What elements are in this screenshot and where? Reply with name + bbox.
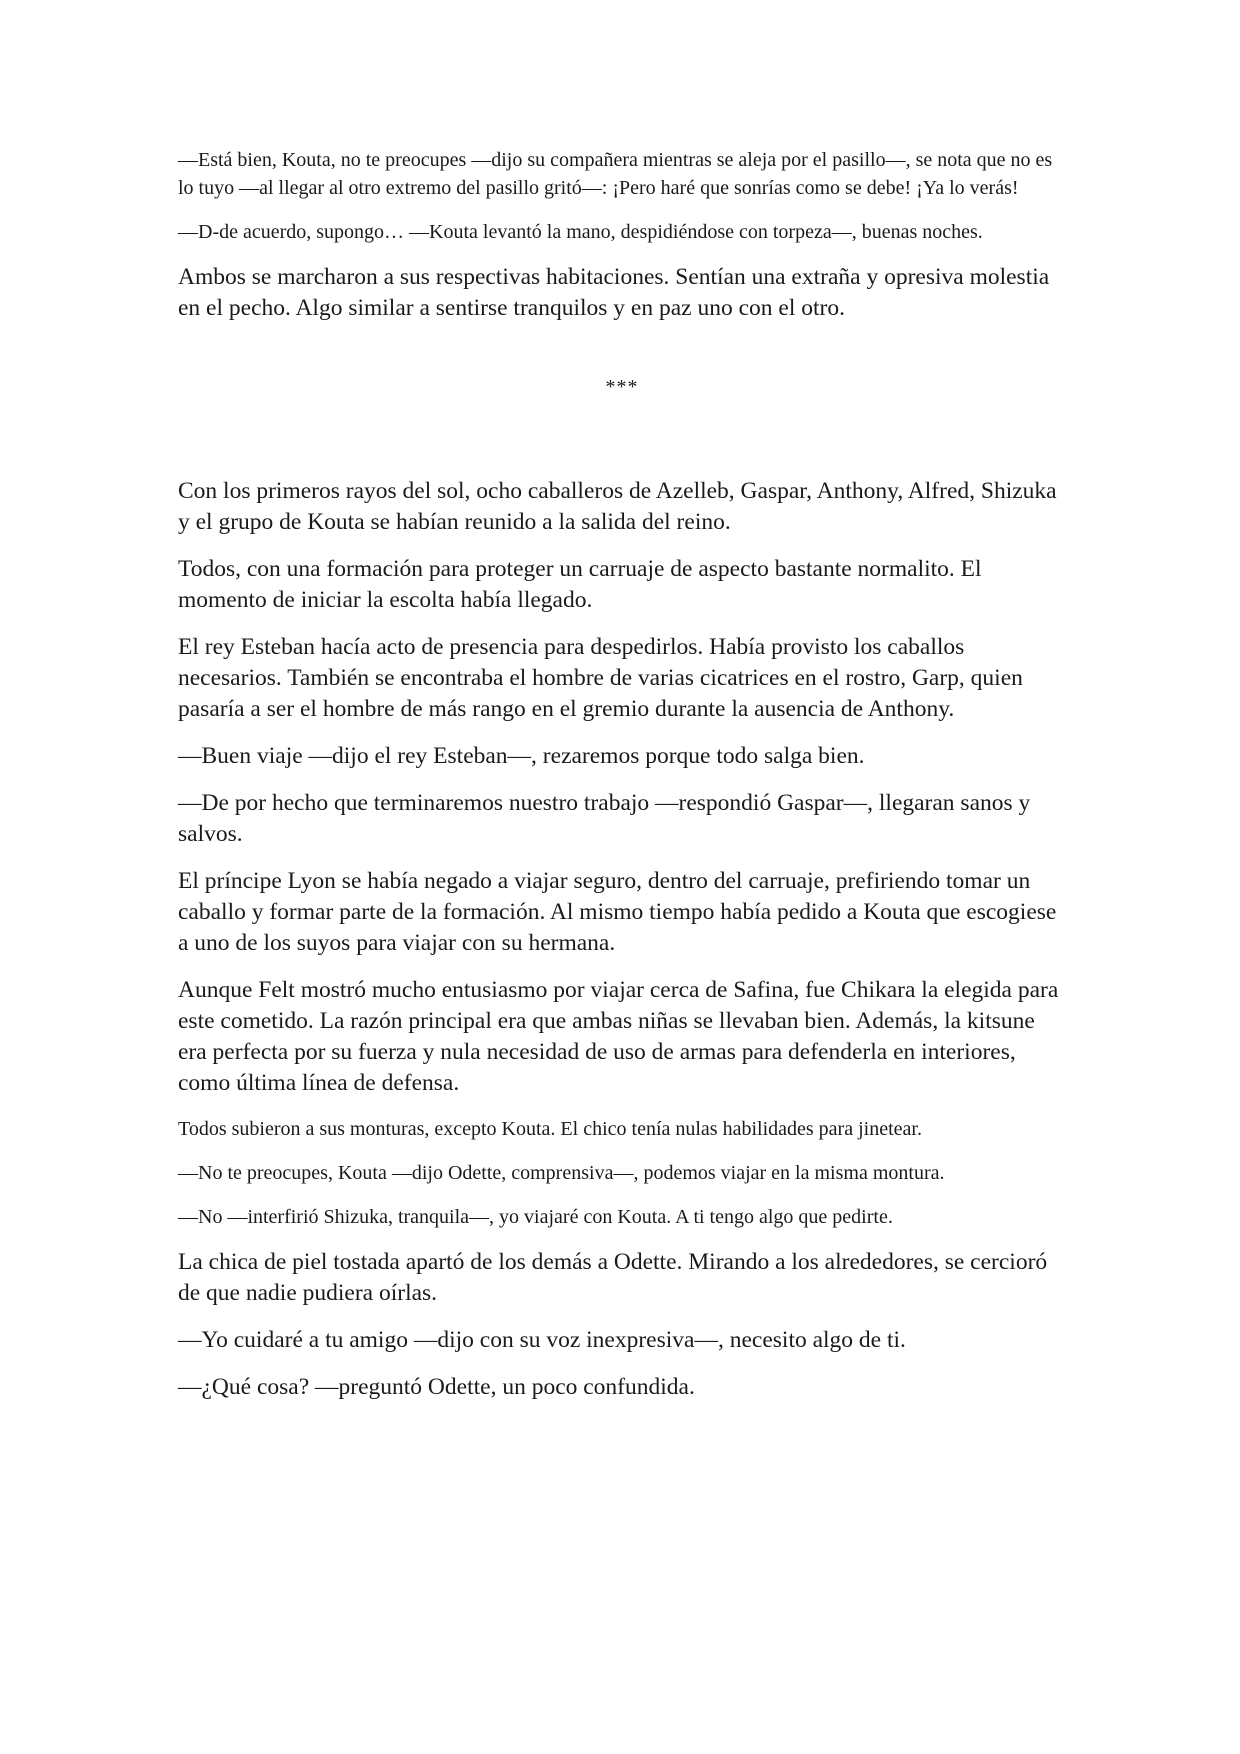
paragraph: —¿Qué cosa? —preguntó Odette, un poco confundida. (178, 1374, 695, 1400)
page-body (178, 146, 1066, 1419)
scene-separator: *** (605, 376, 639, 398)
paragraph: Todos subieron a sus monturas, excepto Kouta. El chico tenía nulas habilidades para jinetear. (178, 1118, 922, 1140)
paragraph: Ambos se marcharon a sus respectivas habitaciones. Sentían una extraña y opresiva molestia en el pecho. Algo similar a sentirse tranquilos y en paz uno con el otro. (178, 264, 1050, 321)
paragraph: —Está bien, Kouta, no te preocupes —dijo su compañera mientras se aleja por el pasillo—, se nota que no es lo tuyo —al llegar al otro extremo del pasillo gritó—: ¡Pero haré que sonrías como se debe! ¡Ya lo verás! (178, 149, 1053, 199)
paragraph: —D-de acuerdo, supongo… —Kouta levantó la mano, despidiéndose con torpeza—, buenas noches. (178, 221, 983, 243)
paragraph: —No —interfirió Shizuka, tranquila—, yo viajaré con Kouta. A ti tengo algo que pedirte. (178, 1206, 893, 1228)
paragraph: —Yo cuidaré a tu amigo —dijo con su voz inexpresiva—, necesito algo de ti. (178, 1327, 906, 1353)
paragraph: Con los primeros rayos del sol, ocho caballeros de Azelleb, Gaspar, Anthony, Alfred, Shizuka y el grupo de Kouta se habían reunido a la salida del reino. (178, 478, 1057, 535)
paragraph: Aunque Felt mostró mucho entusiasmo por viajar cerca de Safina, fue Chikara la elegida para este cometido. La razón principal era que ambas niñas se llevaban bien. Además, la kitsune era perfecta por su fuerza y nula necesidad de uso de armas para defenderla en interiores, como última línea de defensa. (178, 977, 1059, 1096)
paragraph: —No te preocupes, Kouta —dijo Odette, comprensiva—, podemos viajar en la misma montura. (178, 1162, 945, 1184)
paragraph: El rey Esteban hacía acto de presencia para despedirlos. Había provisto los caballos necesarios. También se encontraba el hombre de varias cicatrices en el rostro, Garp, quien pasaría a ser el hombre de más rango en el gremio durante la ausencia de Anthony. (178, 634, 1023, 722)
paragraph: Todos, con una formación para proteger un carruaje de aspecto bastante normalito. El momento de iniciar la escolta había llegado. (178, 556, 982, 613)
paragraph: El príncipe Lyon se había negado a viajar seguro, dentro del carruaje, prefiriendo tomar un caballo y formar parte de la formación. Al mismo tiempo había pedido a Kouta que escogiese a uno de los suyos para viajar con su hermana. (178, 868, 1057, 956)
paragraph: —De por hecho que terminaremos nuestro trabajo —respondió Gaspar—, llegaran sanos y salvos. (178, 790, 1031, 847)
paragraph: La chica de piel tostada apartó de los demás a Odette. Mirando a los alrededores, se cercioró de que nadie pudiera oírlas. (178, 1249, 1048, 1306)
paragraph: —Buen viaje —dijo el rey Esteban—, rezaremos porque todo salga bien. (178, 743, 865, 769)
